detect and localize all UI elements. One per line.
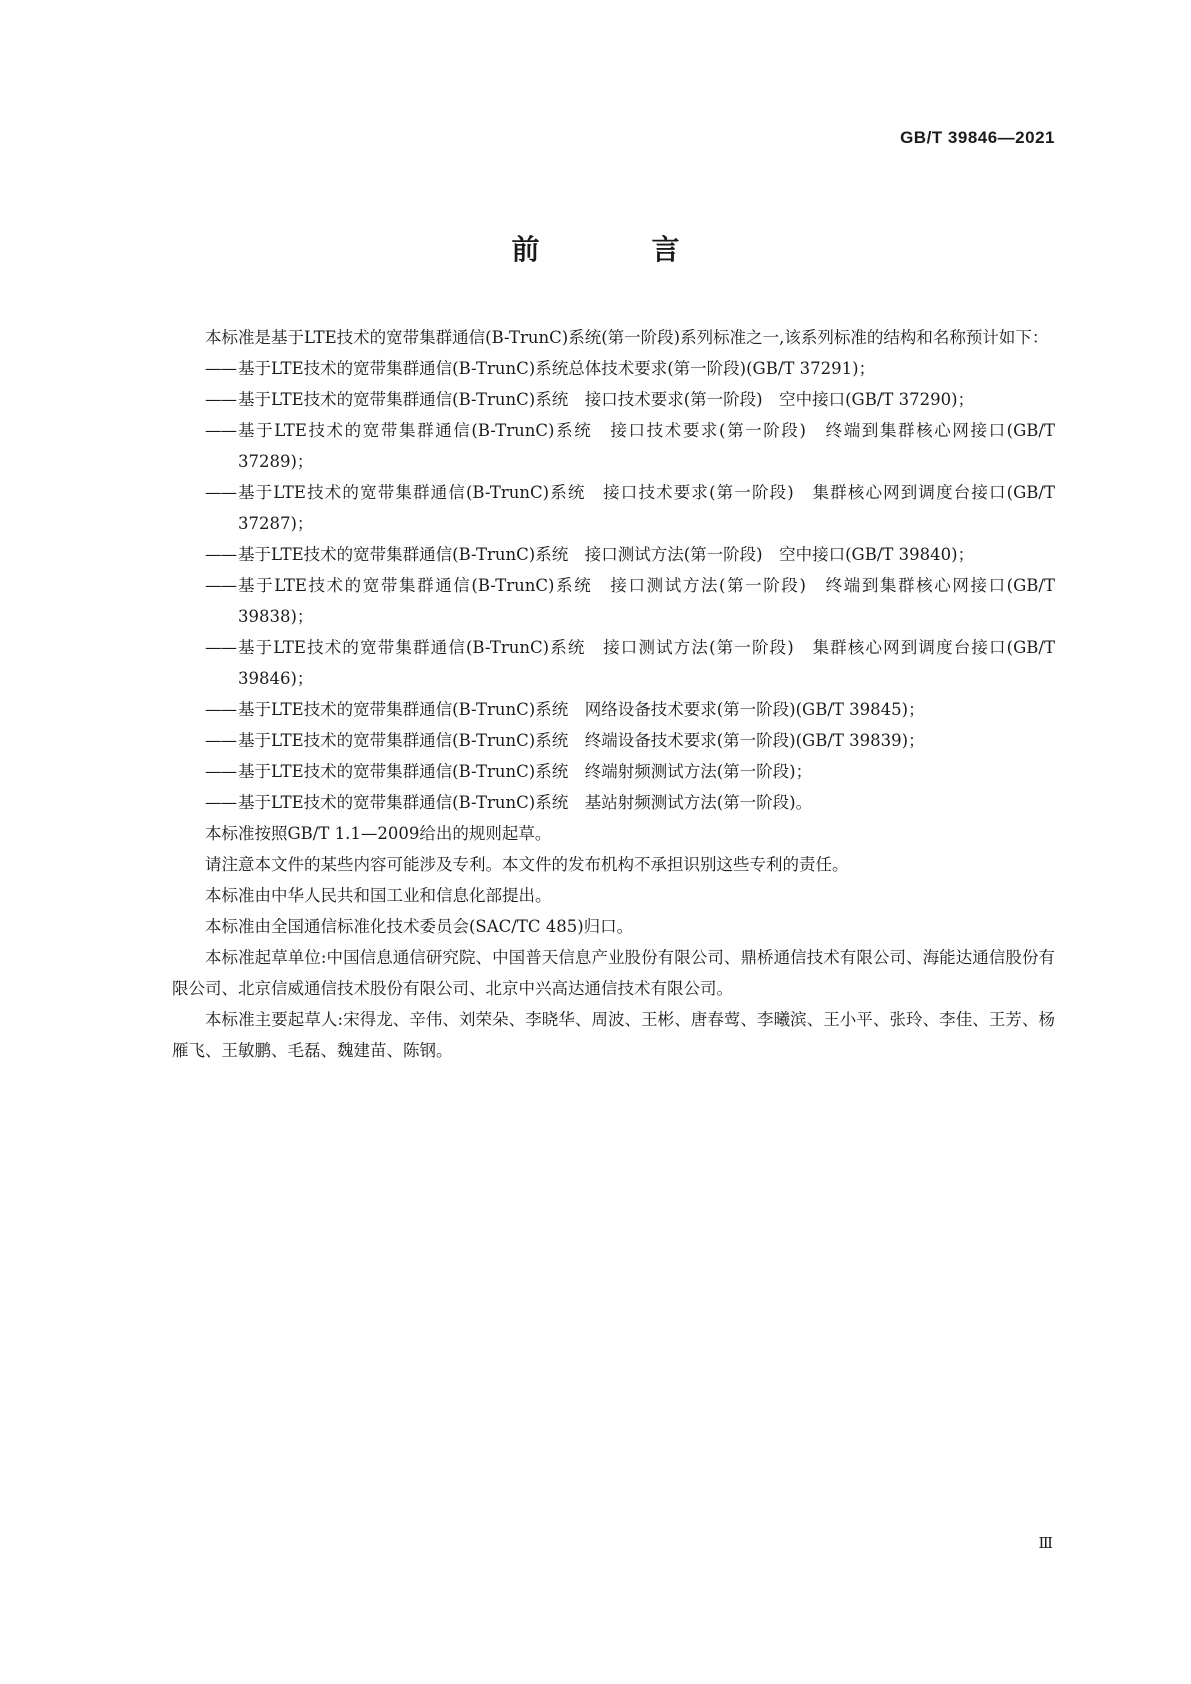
proposer-paragraph: 本标准由中华人民共和国工业和信息化部提出。 bbox=[205, 886, 552, 905]
series-item: —— 基于LTE技术的宽带集群通信(B-TrunC)系统 接口技术要求(第一阶段) 集群核心网到调度台接口(GB/T 37287)； bbox=[205, 483, 1055, 533]
intro-paragraph: 本标准是基于LTE技术的宽带集群通信(B-TrunC)系统(第一阶段)系列标准之一,该系列标准的结构和名称预计如下： bbox=[205, 328, 1049, 347]
drafters-paragraph: 本标准主要起草人:宋得龙、辛伟、刘荣朵、李晓华、周波、王彬、唐春莺、李曦滨、王小平、张玲、李佳、王芳、杨雁飞、王敏鹏、毛磊、魏建苗、陈钢。 bbox=[172, 1010, 1055, 1060]
series-item: —— 基于LTE技术的宽带集群通信(B-TrunC)系统 接口技术要求(第一阶段) 终端到集群核心网接口(GB/T 37289)； bbox=[205, 421, 1055, 471]
series-item: —— 基于LTE技术的宽带集群通信(B-TrunC)系统 接口测试方法(第一阶段) 空中接口(GB/T 39840)； bbox=[205, 545, 975, 564]
series-list bbox=[172, 353, 1055, 818]
series-item: —— 基于LTE技术的宽带集群通信(B-TrunC)系统 接口测试方法(第一阶段) 终端到集群核心网接口(GB/T 39838)； bbox=[205, 576, 1055, 626]
document-body bbox=[172, 322, 1055, 1066]
series-item: —— 基于LTE技术的宽带集群通信(B-TrunC)系统 终端设备技术要求(第一阶段)(GB/T 39839)； bbox=[205, 731, 925, 750]
series-item: —— 基于LTE技术的宽带集群通信(B-TrunC)系统 终端射频测试方法(第一阶段)； bbox=[205, 762, 813, 781]
page-title: 前 言 bbox=[511, 233, 722, 266]
series-item: —— 基于LTE技术的宽带集群通信(B-TrunC)系统 接口技术要求(第一阶段) 空中接口(GB/T 37290)； bbox=[205, 390, 975, 409]
series-item: —— 基于LTE技术的宽带集群通信(B-TrunC)系统 网络设备技术要求(第一阶段)(GB/T 39845)； bbox=[205, 700, 925, 719]
drafting-units-paragraph: 本标准起草单位:中国信息通信研究院、中国普天信息产业股份有限公司、鼎桥通信技术有限公司、海能达通信股份有限公司、北京信威通信技术股份有限公司、北京中兴高达通信技术有限公司。 bbox=[172, 948, 1055, 998]
page-number: Ⅲ bbox=[1038, 1534, 1053, 1552]
series-item: —— 基于LTE技术的宽带集群通信(B-TrunC)系统 基站射频测试方法(第一阶段)。 bbox=[205, 793, 813, 812]
series-item: —— 基于LTE技术的宽带集群通信(B-TrunC)系统 接口测试方法(第一阶段) 集群核心网到调度台接口(GB/T 39846)； bbox=[205, 638, 1055, 688]
committee-paragraph: 本标准由全国通信标准化技术委员会(SAC/TC 485)归口。 bbox=[205, 917, 634, 936]
drafting-rules-paragraph: 本标准按照GB/T 1.1—2009给出的规则起草。 bbox=[205, 824, 552, 843]
patent-notice-paragraph: 请注意本文件的某些内容可能涉及专利。本文件的发布机构不承担识别这些专利的责任。 bbox=[205, 855, 849, 874]
standard-code-header: GB/T 39846—2021 bbox=[900, 128, 1055, 147]
series-item: —— 基于LTE技术的宽带集群通信(B-TrunC)系统总体技术要求(第一阶段)(GB/T 37291)； bbox=[205, 359, 876, 378]
